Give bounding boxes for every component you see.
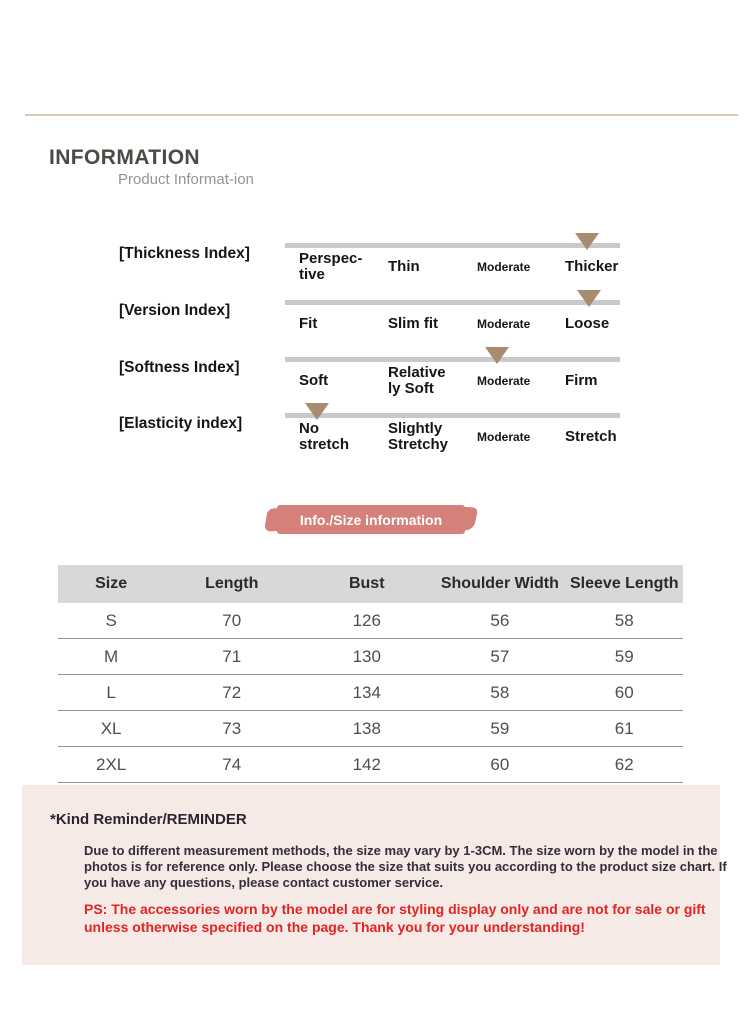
scale-bar	[285, 243, 620, 248]
scale-bar	[285, 300, 620, 305]
index-scale	[285, 413, 620, 469]
scale-bar	[285, 413, 620, 418]
size-table-header-row	[58, 565, 683, 603]
page-title: INFORMATION	[49, 146, 200, 169]
index-scale	[285, 243, 620, 299]
index-scale	[285, 357, 620, 413]
marker-triangle-icon	[305, 403, 329, 420]
header-cell: Shoulder Width	[434, 565, 565, 603]
size-info-banner-label: Info./Size information	[299, 511, 443, 528]
marker-triangle-icon	[575, 233, 599, 250]
table-cell: 138	[299, 711, 434, 747]
table-cell: 59	[566, 639, 684, 675]
reminder-ps: PS: The accessories worn by the model are for styling display only and are not for sale or gift unless otherwise specified on the page. Thank you for your understanding!	[84, 901, 706, 935]
table-cell: 72	[164, 675, 299, 711]
table-row-s	[58, 603, 683, 639]
option-label: Soft	[299, 372, 329, 389]
table-cell: XL	[58, 711, 164, 747]
option-label: Fit	[299, 315, 318, 332]
table-cell: 57	[434, 639, 565, 675]
table-cell: 58	[434, 675, 565, 711]
option-label: Slightly Stretchy	[388, 420, 449, 453]
top-divider	[25, 114, 738, 116]
table-cell: 60	[566, 675, 684, 711]
size-table	[58, 565, 683, 783]
option-label: Moderate	[477, 374, 531, 388]
index-row-softness	[0, 357, 750, 414]
option-label: Perspec-tive	[299, 250, 363, 283]
table-cell: 61	[566, 711, 684, 747]
table-cell: 70	[164, 603, 299, 639]
index-label: [Thickness Index]	[119, 245, 250, 262]
index-row-elasticity	[0, 413, 750, 470]
option-label: Loose	[565, 315, 610, 332]
table-cell: 59	[434, 711, 565, 747]
option-label: Moderate	[477, 430, 531, 444]
table-row-2xl	[58, 747, 683, 783]
reminder-panel	[22, 785, 727, 965]
option-label: Relative ly Soft	[388, 364, 446, 397]
table-cell: 130	[299, 639, 434, 675]
table-cell: L	[58, 675, 164, 711]
option-label: Thin	[388, 258, 420, 275]
option-label: Moderate	[477, 317, 531, 331]
header-cell: Length	[164, 565, 299, 603]
option-label: Stretch	[565, 428, 617, 445]
index-scale	[285, 300, 620, 356]
reminder-heading: *Kind Reminder/REMINDER	[50, 811, 247, 828]
option-label: Slim fit	[388, 315, 439, 332]
table-cell: 142	[299, 747, 434, 783]
table-row-l	[58, 675, 683, 711]
table-row-xl	[58, 711, 683, 747]
table-row-m	[58, 639, 683, 675]
index-row-thickness	[0, 243, 750, 300]
option-label: No stretch	[299, 420, 350, 453]
table-cell: 58	[566, 603, 684, 639]
table-cell: 73	[164, 711, 299, 747]
table-cell: 2XL	[58, 747, 164, 783]
scale-bar	[285, 357, 620, 362]
index-label: [Softness Index]	[119, 359, 240, 376]
size-info-banner	[277, 505, 465, 534]
option-label: Thicker	[565, 258, 619, 275]
table-cell: 134	[299, 675, 434, 711]
table-cell: 74	[164, 747, 299, 783]
index-label: [Elasticity index]	[119, 415, 243, 432]
index-label: [Version Index]	[119, 302, 231, 319]
table-cell: 56	[434, 603, 565, 639]
marker-triangle-icon	[485, 347, 509, 364]
header-cell: Sleeve Length	[566, 565, 684, 603]
marker-triangle-icon	[577, 290, 601, 307]
option-label: Firm	[565, 372, 598, 389]
index-row-version	[0, 300, 750, 357]
table-cell: M	[58, 639, 164, 675]
reminder-body: Due to different measurement methods, the size may vary by 1-3CM. The size worn by the model in the photos is for reference only. Please choose the size that suits you according to the product size chart. If you have any questions, please contact customer service.	[84, 843, 727, 890]
table-cell: 62	[566, 747, 684, 783]
table-cell: 126	[299, 603, 434, 639]
header-cell: Bust	[299, 565, 434, 603]
page-subtitle: Product Informat-ion	[118, 171, 254, 188]
header-cell: Size	[58, 565, 164, 603]
option-label: Moderate	[477, 260, 531, 274]
table-cell: 71	[164, 639, 299, 675]
table-cell: S	[58, 603, 164, 639]
table-cell: 60	[434, 747, 565, 783]
